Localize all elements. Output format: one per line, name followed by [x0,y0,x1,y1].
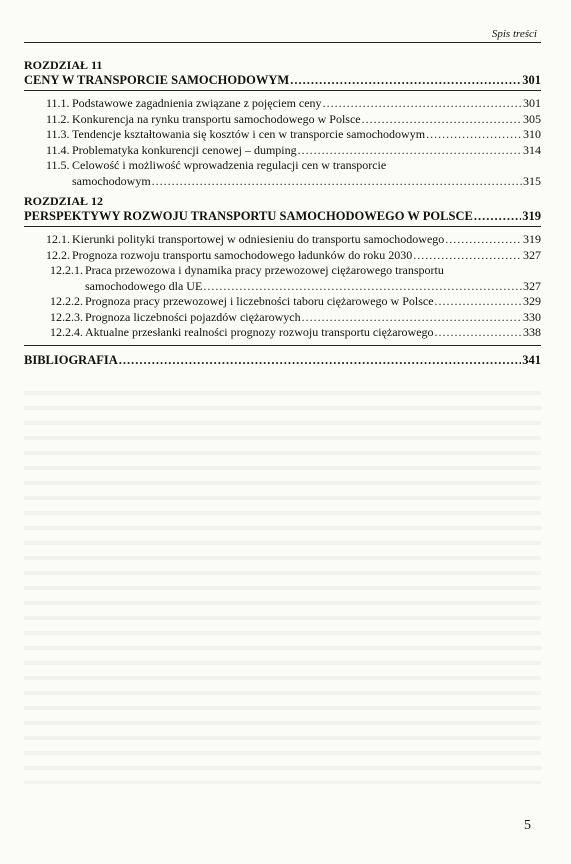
table-of-contents [24,58,541,368]
entry-number: 11.4. [46,142,70,157]
bleed-through-texture [24,380,541,784]
entry-number: 11.5. [46,158,70,172]
header-rule [24,42,541,43]
entry-number: 12.2. [46,247,70,262]
dot-leader [435,294,522,310]
dot-leader [323,96,522,112]
chapter-title: PERSPEKTYWY ROZWOJU TRANSPORTU SAMOCHODOWEGO W POLSCE [24,209,473,223]
entry-number: 11.3. [46,127,70,141]
toc-entry[interactable] [24,263,541,294]
entry-title: Prognoza liczebności pojazdów ciężarowych [85,309,301,324]
entry-page: 319 [523,232,541,246]
entry-page: 329 [523,294,541,308]
entry-title: Celowość i możliwość wprowadzenia regulacji cen w transporcie [72,158,387,172]
dot-leader [426,127,522,143]
entry-title: Prognoza pracy przewozowej i liczebności taboru ciężarowego w Polsce [85,294,434,308]
entry-title: Problematyka konkurencji cenowej – dumping [72,142,297,157]
entry-title: Aktualne przesłanki realności prognozy rozwoju transportu ciężarowego [85,325,434,339]
running-header: Spis treści [491,28,537,40]
toc-entry[interactable] [24,143,541,159]
entry-title: Praca przewozowa i dynamika pracy przewozowej ciężarowego transportu [85,263,444,277]
toc-entry[interactable] [24,248,541,264]
chapter-page: 319 [522,209,541,223]
dot-leader [290,72,521,88]
entry-title: Tendencje kształtowania się kosztów i cen w transporcie samochodowym [72,127,426,141]
entry-title: Podstawowe zagadnienia związane z pojęciem ceny [72,96,322,110]
entry-page: 314 [523,142,541,157]
toc-entry[interactable] [24,158,541,189]
toc-entry[interactable] [24,112,541,128]
dot-leader [298,143,522,159]
toc-entry[interactable] [24,232,541,248]
toc-entry[interactable] [24,96,541,112]
chapter-rule [24,90,541,91]
entry-page: 330 [523,309,541,324]
entry-page: 327 [523,247,541,262]
entry-number: 11.2. [46,111,70,126]
chapter-title-row[interactable] [24,208,541,224]
bibliography-entry[interactable] [24,352,541,368]
dot-leader [119,352,521,368]
entry-number: 12.1. [46,232,70,246]
chapter-label: ROZDZIAŁ 12 [24,194,104,208]
dot-leader [413,248,522,264]
entry-title: Konkurencja na rynku transportu samochodowego w Polsce [72,111,361,126]
entry-page: 338 [523,325,541,339]
dot-leader [445,232,522,248]
entry-number: 11.1. [46,96,70,110]
entry-number: 12.2.3. [50,309,83,324]
dot-leader [435,325,522,341]
dot-leader [203,279,522,295]
dot-leader [474,208,521,224]
chapter-title: CENY W TRANSPORCIE SAMOCHODOWYM [24,73,290,87]
chapter-rule [24,226,541,227]
entry-page: 305 [523,111,541,126]
entry-number: 12.2.4. [50,325,83,339]
entry-page: 327 [523,278,541,293]
section-rule [24,345,541,346]
dot-leader [152,174,522,190]
entry-title-continued: samochodowego dla UE [85,278,203,293]
chapter-11 [24,58,541,189]
chapter-label: ROZDZIAŁ 11 [24,58,103,72]
entry-page: 310 [523,127,541,141]
chapter-page: 301 [522,73,541,87]
toc-entry[interactable] [24,310,541,326]
entry-number: 12.2.2. [50,294,83,308]
chapter-title-row[interactable] [24,72,541,88]
entry-title-continued: samochodowym [72,173,151,188]
dot-leader [302,310,522,326]
toc-entry[interactable] [24,294,541,310]
entry-title: Kierunki polityki transportowej w odniesieniu do transportu samochodowego [72,232,445,246]
entry-number: 12.2.1. [50,263,83,277]
bibliography-page: 341 [522,352,541,367]
page-number: 5 [524,818,531,833]
toc-entry[interactable] [24,127,541,143]
entry-page: 315 [523,173,541,188]
chapter-12 [24,194,541,341]
entry-title: Prognoza rozwoju transportu samochodowego ładunków do roku 2030 [72,247,413,262]
toc-entry[interactable] [24,325,541,341]
entry-page: 301 [523,96,541,110]
bibliography-title: BIBLIOGRAFIA [24,352,118,367]
dot-leader [362,112,522,128]
